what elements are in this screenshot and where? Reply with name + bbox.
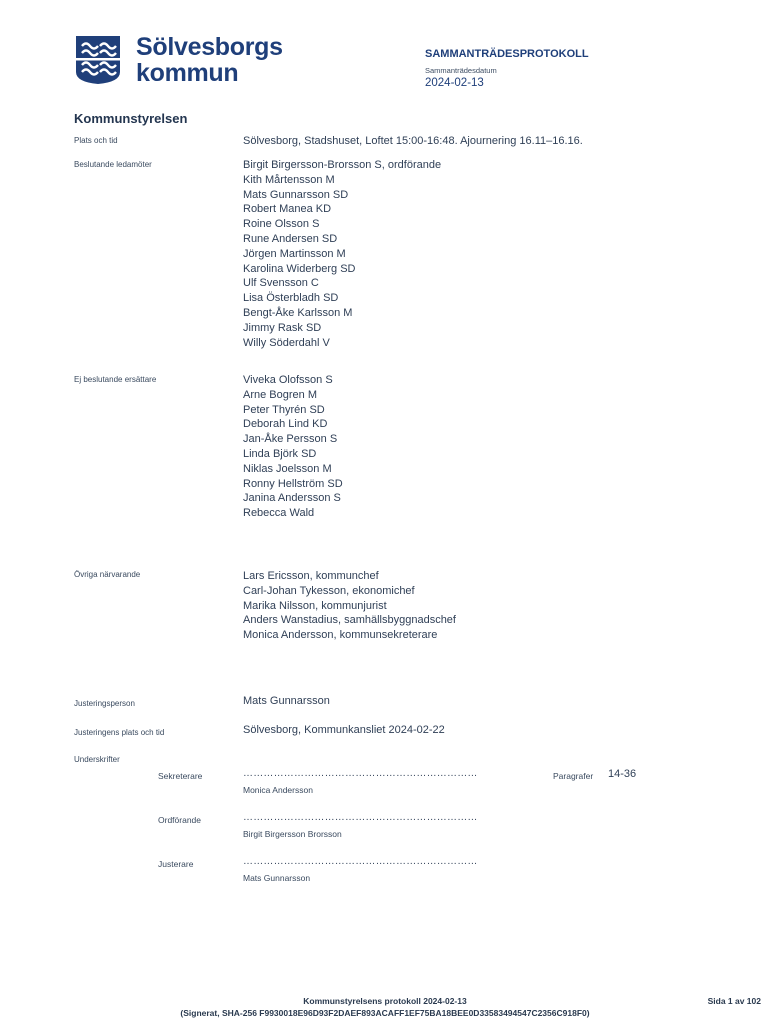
secretary-signature-line: …………………………………………………………… <box>243 768 478 779</box>
place-time-label: Plats och tid <box>74 136 118 145</box>
list-item: Lars Ericsson, kommunchef <box>243 570 379 582</box>
list-item: Lisa Österbladh SD <box>243 292 339 305</box>
others-present-list <box>243 569 456 643</box>
list-item: Bengt-Åke Karlsson M <box>243 306 353 319</box>
secretary-name: Monica Andersson <box>243 785 313 795</box>
adjuster-value: Mats Gunnarsson <box>243 695 330 707</box>
voting-members-list <box>243 158 441 350</box>
list-item: Anders Wanstadius, samhällsbyggnadschef <box>243 614 456 627</box>
logo-line-1: Sölvesborgs <box>136 33 283 61</box>
list-item: Willy Söderdahl V <box>243 336 330 349</box>
logo-line-2: kommun <box>136 59 239 88</box>
others-present-label: Övriga närvarande <box>74 570 141 579</box>
list-item: Janina Andersson S <box>243 492 341 505</box>
document-type: SAMMANTRÄDESPROTOKOLL <box>425 48 589 60</box>
list-item: Roine Olsson S <box>243 218 320 231</box>
page-number: Sida 1 av 102 <box>707 996 761 1006</box>
list-item: Viveka Olofsson S <box>243 374 333 386</box>
signatures-label: Underskrifter <box>74 755 120 764</box>
voting-members-label: Beslutande ledamöter <box>74 160 152 169</box>
footer-title: Kommunstyrelsens protokoll 2024-02-13 <box>303 996 467 1006</box>
list-item: Deborah Lind KD <box>243 418 328 431</box>
logo-wordmark <box>136 34 283 87</box>
list-item: Ulf Svensson C <box>243 277 319 290</box>
list-item: Rune Andersen SD <box>243 232 338 245</box>
list-item: Marika Nilsson, kommunjurist <box>243 599 387 612</box>
list-item: Rebecca Wald <box>243 507 315 520</box>
adjust-place-label: Justeringens plats och tid <box>74 728 165 737</box>
committee-title: Kommunstyrelsen <box>74 111 188 126</box>
paragraphs-value: 14-36 <box>608 768 637 780</box>
deputies-label: Ej beslutande ersättare <box>74 375 157 384</box>
coat-of-arms-icon <box>74 34 122 86</box>
place-time-value: Sölvesborg, Stadshuset, Loftet 15:00-16:48. Ajournering 16.11–16.16. <box>243 135 583 147</box>
list-item: Ronny Hellström SD <box>243 477 343 490</box>
list-item: Arne Bogren M <box>243 388 317 401</box>
list-item: Karolina Widerberg SD <box>243 262 356 275</box>
list-item: Kith Mårtensson M <box>243 173 335 186</box>
adjuster-signature-line: …………………………………………………………… <box>243 856 478 867</box>
meeting-date-label: Sammanträdesdatum <box>425 66 497 75</box>
municipality-logo <box>74 34 283 87</box>
adjuster-signature-name: Mats Gunnarsson <box>243 873 311 883</box>
chair-name: Birgit Birgersson Brorsson <box>243 829 342 839</box>
list-item: Jan-Åke Persson S <box>243 433 338 446</box>
paragraphs-label: Paragrafer <box>553 771 594 781</box>
meeting-date-value: 2024-02-13 <box>425 77 484 89</box>
adjust-place-value: Sölvesborg, Kommunkansliet 2024-02-22 <box>243 724 445 736</box>
adjuster-role: Justerare <box>158 859 194 869</box>
adjuster-label: Justeringsperson <box>74 699 135 708</box>
list-item: Robert Manea KD <box>243 203 332 216</box>
list-item: Jörgen Martinsson M <box>243 247 346 260</box>
list-item: Niklas Joelsson M <box>243 462 332 475</box>
list-item: Peter Thyrén SD <box>243 403 325 416</box>
deputies-list <box>243 373 343 521</box>
list-item: Linda Björk SD <box>243 447 317 460</box>
list-item: Jimmy Rask SD <box>243 321 322 334</box>
list-item: Monica Andersson, kommunsekreterare <box>243 629 438 642</box>
list-item: Mats Gunnarsson SD <box>243 188 349 201</box>
secretary-role: Sekreterare <box>158 771 203 781</box>
list-item: Carl-Johan Tykesson, ekonomichef <box>243 584 415 597</box>
chair-signature-line: …………………………………………………………… <box>243 812 478 823</box>
list-item: Birgit Birgersson-Brorsson S, ordförande <box>243 159 442 171</box>
footer-signature-hash: (Signerat, SHA-256 F9930018E96D93F2DAEF893ACAFF1EF75BA18BEE0D33583494547C2356C918F0) <box>180 1008 590 1018</box>
chair-role: Ordförande <box>158 815 201 825</box>
